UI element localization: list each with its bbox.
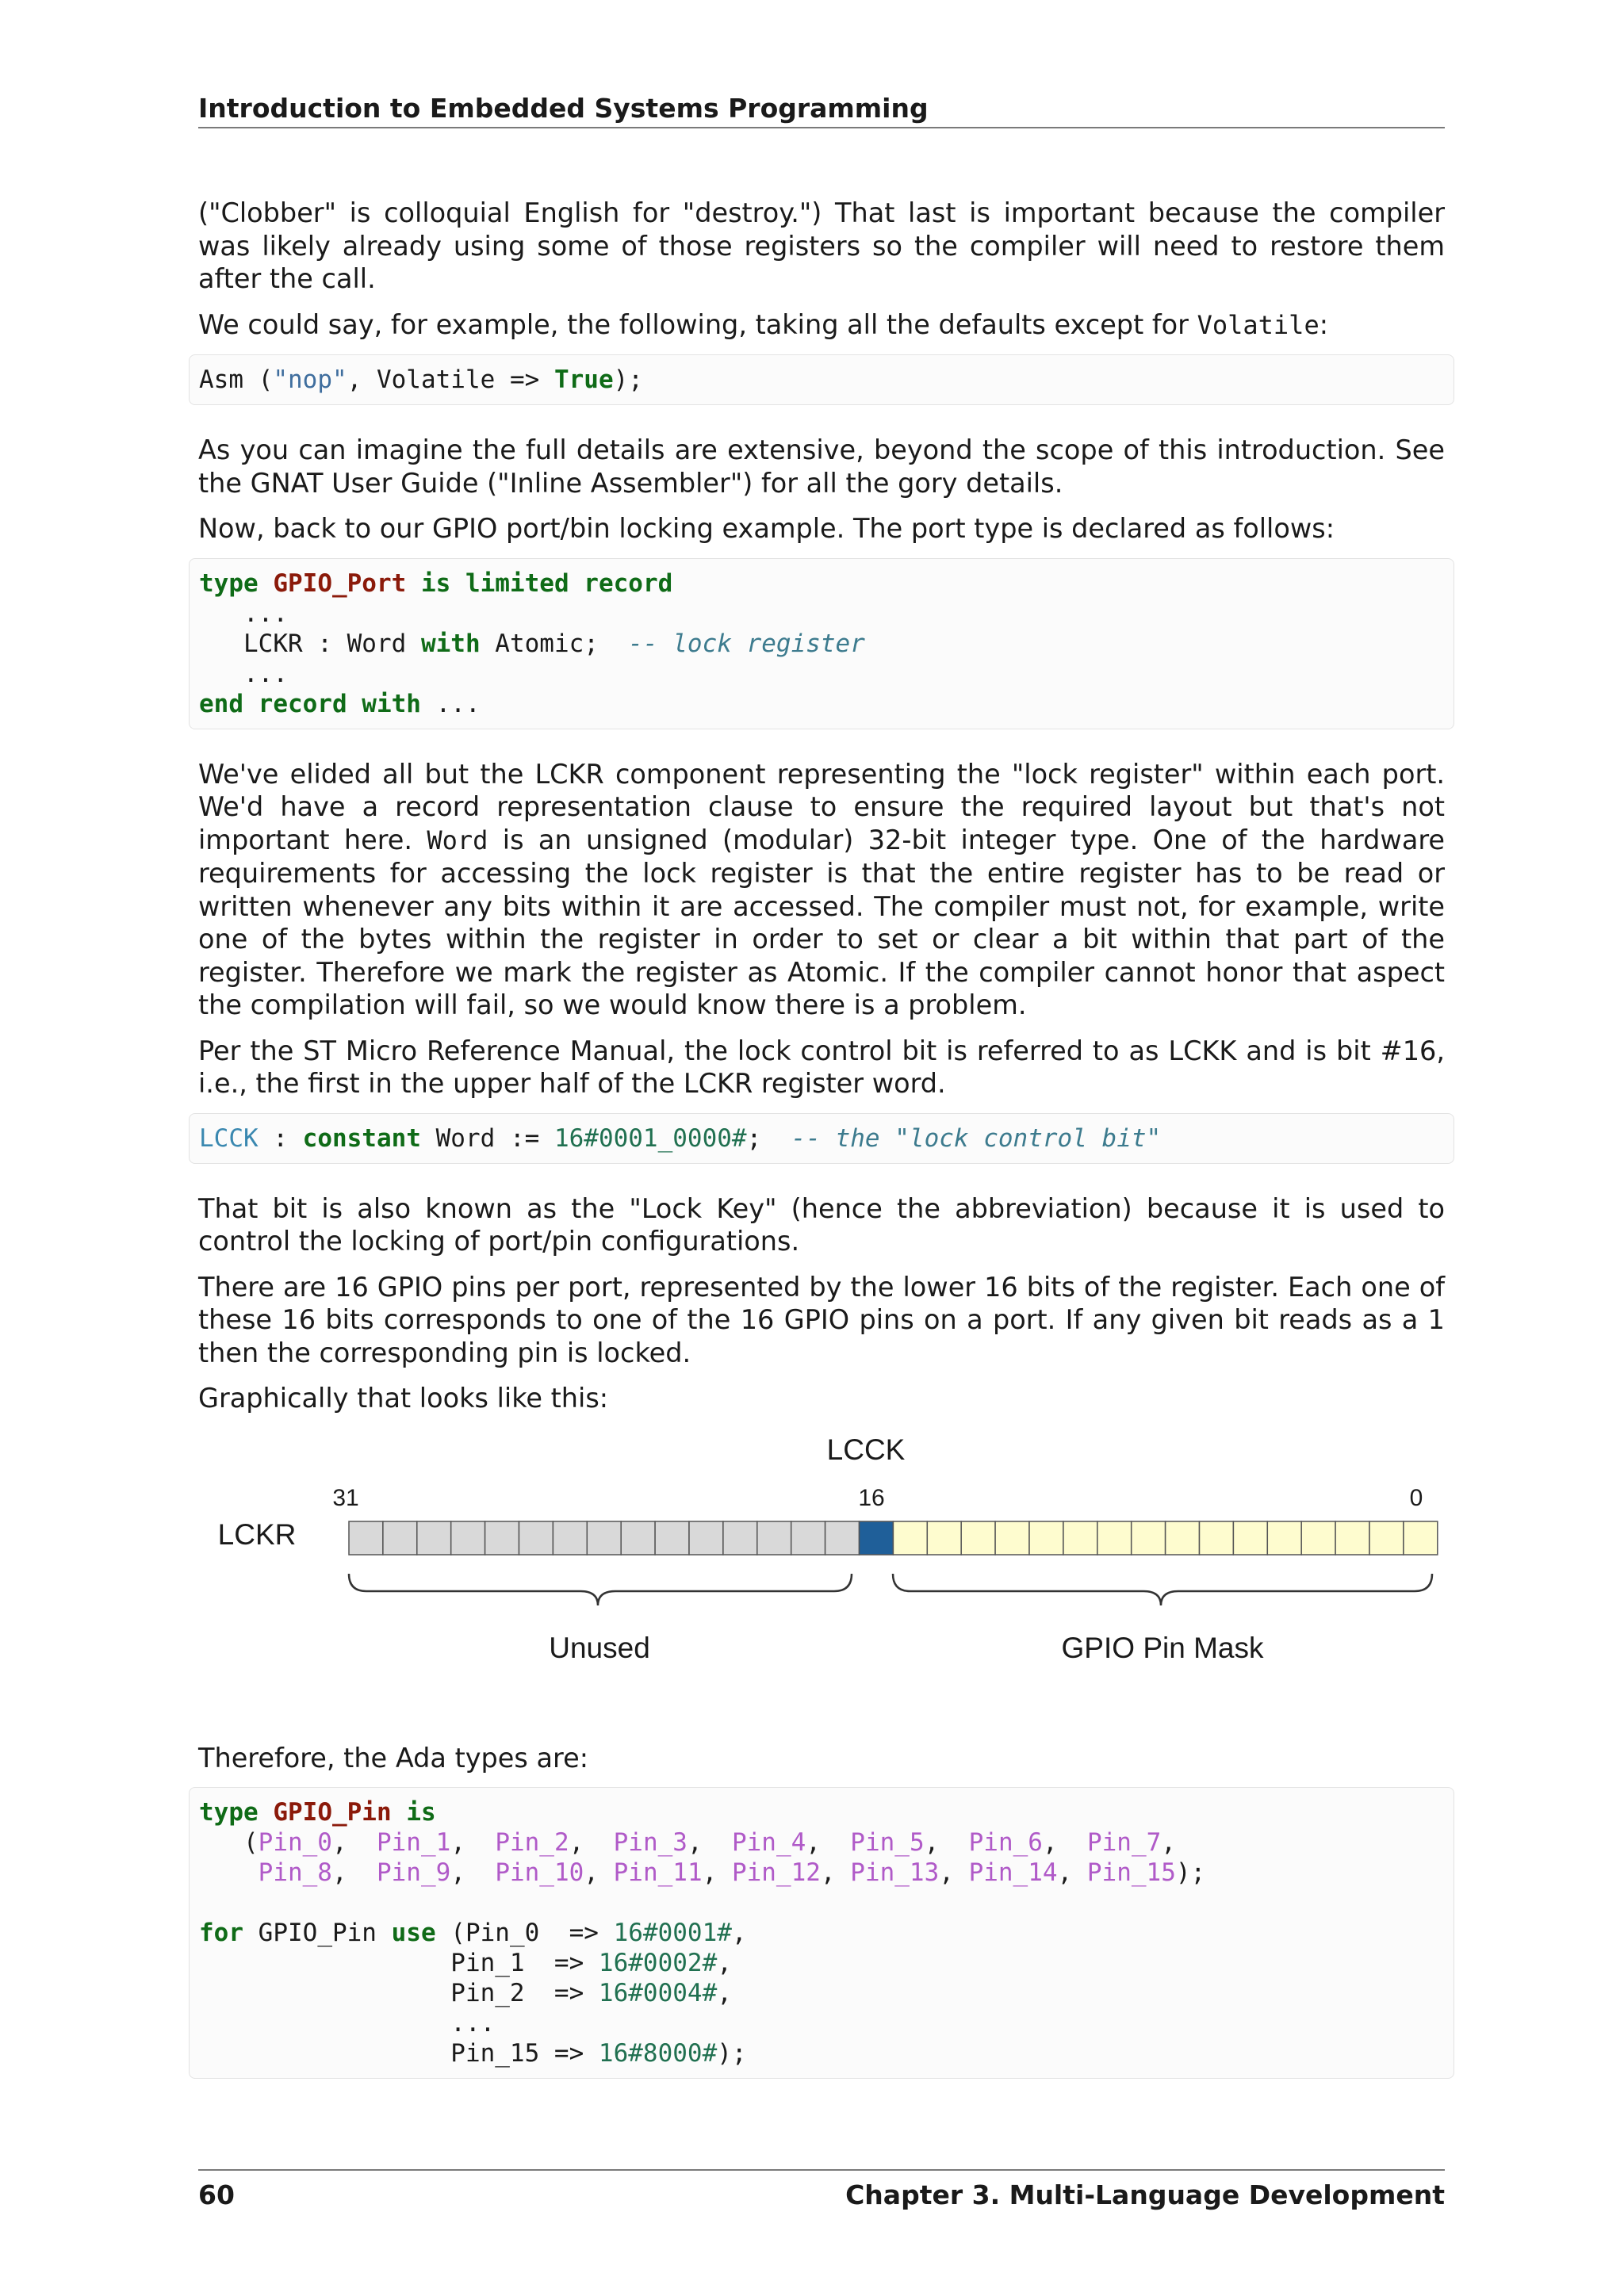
bit-cell-27 [485, 1521, 519, 1555]
chapter-title: Chapter 3. Multi-Language Development [845, 2179, 1445, 2210]
code-text: ... [199, 599, 288, 628]
code-text: Word := [420, 1123, 554, 1153]
bit-cell-1 [1369, 1521, 1404, 1555]
enum-literal: Pin_10 [495, 1858, 584, 1887]
code-text: ... [420, 689, 481, 718]
bit-cell-8 [1132, 1521, 1166, 1555]
code-keyword: type [199, 568, 259, 598]
bit-cell-17 [825, 1521, 860, 1555]
code-block-lcck [189, 1113, 1454, 1164]
bit-cell-22 [655, 1521, 689, 1555]
enum-literal: Pin_6 [968, 1828, 1043, 1857]
code-keyword: with [420, 629, 481, 658]
bit-cell-0 [1404, 1521, 1438, 1555]
code-block-gpio-port [189, 558, 1454, 729]
paragraph-port-intro: Now, back to our GPIO port/bin locking example. The port type is declared as follows: [198, 513, 1335, 544]
paragraph-lock-key: That bit is also known as the "Lock Key" (hence the abbreviation) because it is used to control the locking of port/pin configurations. [198, 1192, 1445, 1257]
code-block-asm [189, 354, 1454, 405]
text: We could say, for example, the following, taking all the defaults except for [198, 308, 1197, 340]
code-keyword: True [553, 365, 614, 394]
text: is an unsigned (modular) 32-bit integer type. One of the hardware requirements for accessing the lock register is that the entire register has to be read or written whenever any bits within it are accessed. The compiler must not, for example, write one of the bytes within the register in order to set or clear a bit within that part of the register. Therefore we mark the register as Atomic. If the compiler cannot honor that aspect the compilation will fail, so we would know there is a problem. [198, 824, 1445, 1020]
pin-literals-row-2: Pin_8, Pin_9, Pin_10, Pin_11, Pin_12, Pin_13, Pin_14, Pin_15); [258, 1858, 1206, 1887]
bit-cell-10 [1063, 1521, 1097, 1555]
text: : [1319, 308, 1328, 340]
enum-literal: Pin_8 [258, 1858, 332, 1887]
bit-cells [349, 1521, 1438, 1555]
code-keyword: type [199, 1798, 259, 1827]
code-type-name: GPIO_Pin [273, 1798, 392, 1827]
paragraph-volatile-intro [198, 308, 1445, 342]
code-keyword: end record with [199, 689, 421, 718]
code-number: 16#0004# [598, 1979, 718, 2007]
enum-literal: Pin_1 [376, 1828, 451, 1857]
register-diagram-svg [198, 1428, 1445, 1713]
enum-literal: Pin_11 [613, 1858, 703, 1887]
enum-literal: Pin_5 [850, 1828, 925, 1857]
main-content [198, 197, 1445, 2107]
enum-literal: Pin_7 [1086, 1828, 1162, 1857]
mask-brace [893, 1574, 1432, 1605]
code-text: LCKR : Word [199, 629, 421, 658]
gpio-pin-mask-label: GPIO Pin Mask [1061, 1631, 1264, 1664]
code-text: : [258, 1123, 303, 1153]
pin-literals-row-1: Pin_0, Pin_1, Pin_2, Pin_3, Pin_4, Pin_5, Pin_6, Pin_7, [258, 1828, 1176, 1857]
code-text: Asm ( [199, 365, 274, 394]
enum-literal: Pin_4 [731, 1828, 806, 1857]
code-number: 16#0001_0000# [553, 1123, 747, 1153]
code-text: ( [199, 1828, 259, 1857]
representation-lines: (Pin_0 => 16#0001#, Pin_1 => 16#0002#, Pin_2 => 16#0004#, ... Pin_15 => 16#8000#); [199, 1919, 747, 2068]
page-number: 60 [198, 2179, 235, 2210]
paragraph-pins: There are 16 GPIO pins per port, represented by the lower 16 bits of the register. Each one of these 16 bits corresponds to one of the 16 GPIO pins on a port. If any given bit reads as a 1 then the corresponding pin is locked. [198, 1271, 1445, 1368]
code-number: 16#0002# [598, 1949, 718, 1977]
code-string: "nop" [273, 365, 347, 394]
bit-cell-13 [961, 1521, 995, 1555]
bit-cell-2 [1335, 1521, 1369, 1555]
bit-cell-3 [1301, 1521, 1335, 1555]
enum-literal: Pin_15 [1086, 1858, 1176, 1887]
enum-literal: Pin_0 [258, 1828, 332, 1857]
bit-cell-11 [1029, 1521, 1063, 1555]
paragraph-lckk: Per the ST Micro Reference Manual, the lock control bit is referred to as LCKK and is bit #16, i.e., the first in the upper half of the LCKR register word. [198, 1035, 1445, 1099]
code-text: ... [199, 659, 288, 688]
code-block-gpio-pin [189, 1787, 1454, 2079]
code-name: LCCK [199, 1123, 259, 1153]
enum-literal: Pin_3 [613, 1828, 688, 1857]
bit-cell-25 [553, 1521, 587, 1555]
code-keyword: use [391, 1919, 436, 1947]
bit-cell-16 [860, 1521, 894, 1555]
code-keyword: constant [302, 1123, 421, 1153]
bit-cell-23 [621, 1521, 655, 1555]
paragraph-details: As you can imagine the full details are extensive, beyond the scope of this introduction. See the GNAT User Guide ("Inline Assembler") for all the gory details. [198, 434, 1445, 499]
bit-cell-26 [519, 1521, 553, 1555]
bit-cell-24 [587, 1521, 621, 1555]
lckr-label: LCKR [217, 1517, 297, 1551]
code-type-name: GPIO_Port [273, 568, 407, 598]
bit-cell-9 [1097, 1521, 1132, 1555]
bit-cell-30 [383, 1521, 417, 1555]
bit-cell-20 [723, 1521, 757, 1555]
code-keyword: is [406, 1798, 436, 1827]
running-header: Introduction to Embedded Systems Programming [198, 92, 1445, 128]
code-comment: -- the "lock control bit" [791, 1123, 1162, 1153]
bit-cell-5 [1233, 1521, 1267, 1555]
code-text: ; [746, 1123, 791, 1153]
code-comment: -- lock register [628, 629, 865, 658]
bit-cell-31 [349, 1521, 383, 1555]
paragraph-ada-types: Therefore, the Ada types are: [198, 1742, 588, 1774]
enum-literal: Pin_12 [731, 1858, 821, 1887]
bit-cell-28 [451, 1521, 485, 1555]
code-keyword: is limited record [420, 568, 673, 598]
bit-cell-7 [1166, 1521, 1200, 1555]
unused-label: Unused [549, 1631, 650, 1664]
footer-rule [198, 2169, 1445, 2171]
bit-16-label: 16 [858, 1484, 885, 1511]
bit-cell-21 [689, 1521, 723, 1555]
bit-0-label: 0 [1409, 1484, 1423, 1511]
code-text: GPIO_Pin [243, 1919, 392, 1947]
inline-code-volatile: Volatile [1197, 309, 1320, 340]
code-text: Atomic; [480, 629, 629, 658]
enum-literal: Pin_2 [495, 1828, 569, 1857]
enum-literal: Pin_9 [376, 1858, 451, 1887]
code-number: 16#0001# [613, 1919, 732, 1947]
bit-cell-4 [1267, 1521, 1301, 1555]
unused-brace [349, 1574, 852, 1605]
bit-cell-14 [927, 1521, 961, 1555]
enum-literal: Pin_13 [850, 1858, 940, 1887]
bit-cell-29 [417, 1521, 451, 1555]
bit-cell-15 [893, 1521, 927, 1555]
bit-31-label: 31 [332, 1484, 359, 1511]
inline-code-word: Word [427, 825, 488, 855]
paragraph-clobber: ("Clobber" is colloquial English for "destroy.") That last is important because the compiler was likely already using some of those registers so the compiler will need to restore them after the call. [198, 197, 1445, 294]
code-text: ); [613, 365, 643, 394]
lcck-label: LCCK [826, 1433, 906, 1466]
paragraph-graphically: Graphically that looks like this: [198, 1383, 609, 1414]
code-number: 16#8000# [598, 2039, 718, 2068]
bit-cell-19 [757, 1521, 791, 1555]
bit-cell-12 [995, 1521, 1029, 1555]
paragraph-lckr-explanation [198, 758, 1445, 1022]
enum-literal: Pin_14 [968, 1858, 1058, 1887]
lckr-register-diagram [198, 1428, 1445, 1713]
bit-cell-6 [1200, 1521, 1234, 1555]
bit-cell-18 [791, 1521, 825, 1555]
text: We've elided all but the LCKR component representing the "lock register" within each port. We'd have a record representation clause to ensure the required layout but that's not important here. [198, 758, 1445, 855]
code-text: , Volatile => [347, 365, 554, 394]
code-keyword: for [199, 1919, 243, 1947]
